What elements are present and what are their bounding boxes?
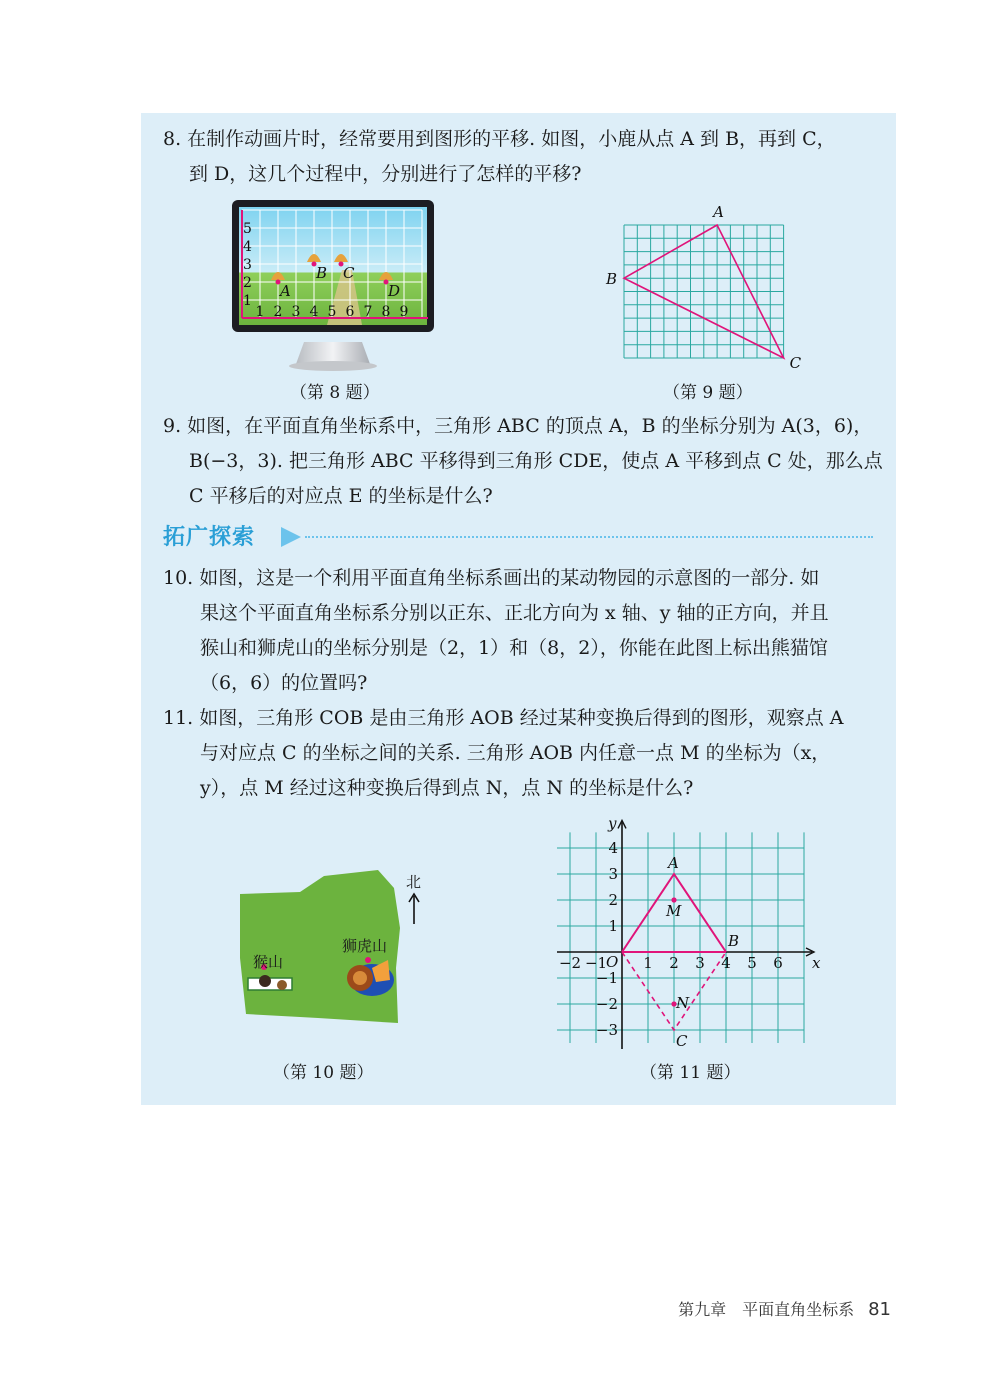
vertex-label: A xyxy=(713,203,724,221)
x-tick-label: 5 xyxy=(747,954,757,972)
question-9-line-2: B(−3，3). 把三角形 ABC 平移得到三角形 CDE，使点 A 平移到点 C 处，那么点 xyxy=(189,450,883,472)
x-tick-label: −2 xyxy=(558,954,582,972)
chapter-title: 第九章 平面直角坐标系 xyxy=(678,1300,855,1319)
x-tick-label: 6 xyxy=(773,954,783,972)
question-8-line-2: 到 D，这几个过程中，分别进行了怎样的平移? xyxy=(189,163,582,185)
figure-8-monitor xyxy=(232,200,436,372)
question-10-line-2: 果这个平面直角坐标系分别以正东、正北方向为 x 轴、y 轴的正方向，并且 xyxy=(200,602,829,624)
question-10 xyxy=(163,561,829,701)
section-divider xyxy=(305,536,873,538)
question-9 xyxy=(163,409,883,514)
figure-11-caption: （第 11 题） xyxy=(640,1063,741,1083)
y-tick-label: 5 xyxy=(243,221,252,237)
lion-tiger-mountain-label: 狮虎山 xyxy=(342,937,388,955)
question-9-line-1: 9. 如图，在平面直角坐标系中，三角形 ABC 的顶点 A，B 的坐标分别为 A(3，6)， xyxy=(163,415,873,437)
question-8 xyxy=(163,122,836,192)
north-label: 北 xyxy=(406,873,422,891)
question-11-line-2: 与对应点 C 的坐标之间的关系. 三角形 AOB 内任意一点 M 的坐标为（x， xyxy=(200,742,831,764)
question-10-line-4: （6，6）的位置吗? xyxy=(200,672,368,694)
y-tick-label: 2 xyxy=(243,275,252,291)
y-tick-label: −2 xyxy=(595,995,618,1013)
question-11 xyxy=(163,701,844,806)
y-tick-label: 2 xyxy=(608,891,618,909)
figure-8-caption: （第 8 题） xyxy=(290,383,380,403)
y-tick-label: −3 xyxy=(595,1021,618,1039)
figure-10-caption: （第 10 题） xyxy=(273,1063,374,1083)
point-label: A xyxy=(280,282,291,300)
figure-9-grid-triangle xyxy=(600,203,810,372)
question-9-line-3: C 平移后的对应点 E 的坐标是什么? xyxy=(189,485,493,507)
point-label: A xyxy=(668,854,679,872)
x-tick-label: 7 xyxy=(363,304,373,320)
x-tick-label: 2 xyxy=(273,304,283,320)
figure-9-caption: （第 9 题） xyxy=(663,383,753,403)
point-label: D xyxy=(388,282,401,300)
vertex-label: B xyxy=(606,270,618,289)
x-tick-label: 3 xyxy=(291,304,301,320)
page-number: 81 xyxy=(868,1299,891,1320)
figure-10-zoo-map xyxy=(238,868,438,1028)
question-10-line-1: 10. 如图，这是一个利用平面直角坐标系画出的某动物园的示意图的一部分. 如 xyxy=(163,567,820,589)
x-tick-label: 3 xyxy=(695,954,705,972)
point-label: C xyxy=(676,1032,688,1050)
x-tick-label: 4 xyxy=(721,954,731,972)
y-tick-label: 4 xyxy=(243,239,252,255)
x-tick-label: −1 xyxy=(584,954,608,972)
y-axis-label: y xyxy=(608,814,617,833)
x-tick-label: 4 xyxy=(309,304,319,320)
x-tick-label: 2 xyxy=(669,954,679,972)
y-tick-label: 3 xyxy=(243,257,252,273)
section-arrow-icon xyxy=(281,527,301,547)
figure-11-coordinate-plane xyxy=(548,812,828,1052)
y-tick-label: 4 xyxy=(608,839,618,857)
vertex-label: C xyxy=(789,354,802,372)
x-axis-label: x xyxy=(812,954,821,972)
origin-label: O xyxy=(606,953,619,971)
section-heading xyxy=(163,520,873,550)
x-tick-label: 1 xyxy=(643,954,653,972)
question-11-line-1: 11. 如图，三角形 COB 是由三角形 AOB 经过某种变换后得到的图形，观察点 A xyxy=(163,707,844,729)
x-tick-label: 1 xyxy=(255,304,265,320)
x-tick-label: 6 xyxy=(345,304,355,320)
point-label: B xyxy=(316,264,328,282)
point-label: C xyxy=(343,264,355,282)
question-11-line-3: y），点 M 经过这种变换后得到点 N，点 N 的坐标是什么? xyxy=(200,777,694,799)
y-tick-label: −1 xyxy=(595,969,618,987)
x-tick-label: 5 xyxy=(327,304,337,320)
point-label: N xyxy=(676,994,690,1012)
point-label: B xyxy=(728,932,740,950)
y-tick-label: 3 xyxy=(608,865,618,883)
point-label: M xyxy=(666,902,682,920)
y-tick-label: 1 xyxy=(243,293,252,309)
x-tick-label: 9 xyxy=(399,304,409,320)
monkey-mountain-label: 猴山 xyxy=(253,953,284,971)
page-footer xyxy=(678,1297,891,1320)
x-tick-label: 8 xyxy=(381,304,391,320)
section-title: 拓广探索 xyxy=(163,525,256,550)
y-tick-label: 1 xyxy=(608,917,618,935)
question-8-line-1: 8. 在制作动画片时，经常要用到图形的平移. 如图，小鹿从点 A 到 B，再到 C， xyxy=(163,128,836,150)
question-10-line-3: 猴山和狮虎山的坐标分别是（2，1）和（8，2），你能在此图上标出熊猫馆 xyxy=(200,637,828,659)
